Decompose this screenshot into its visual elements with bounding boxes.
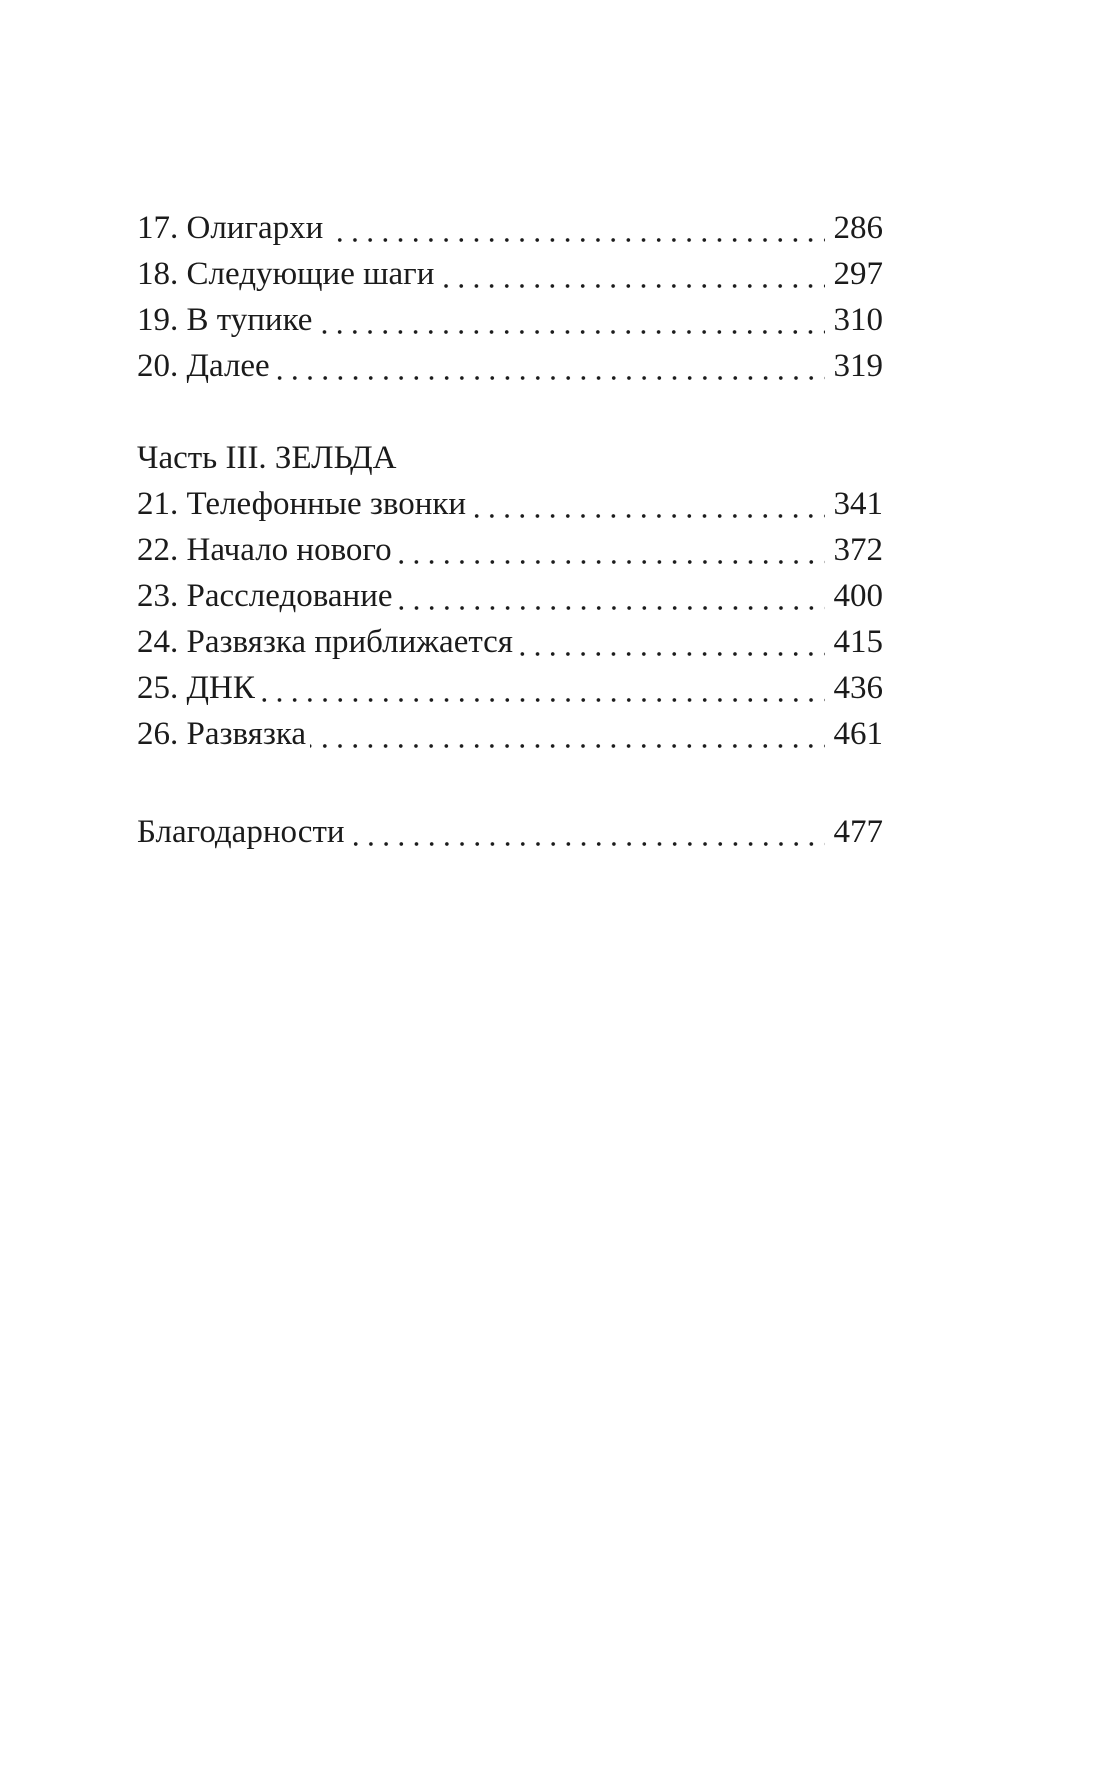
- toc-entry-page-number: 477: [833, 814, 883, 850]
- toc-entry-label: 23. Расследование: [137, 578, 393, 614]
- toc-entry-page-number: 286: [833, 210, 883, 246]
- dot-leader: [396, 527, 825, 573]
- toc-entry-label: 21. Телефонные звонки: [137, 486, 467, 522]
- toc-entry[interactable]: [137, 481, 883, 527]
- toc-entry[interactable]: [137, 809, 883, 855]
- toc-entry[interactable]: [137, 665, 883, 711]
- toc-entry[interactable]: [137, 297, 883, 343]
- toc-entry[interactable]: [137, 527, 883, 573]
- toc-entry-page-number: 319: [833, 348, 883, 384]
- dot-leader: [316, 297, 824, 343]
- toc-entry-label: 25. ДНК: [137, 670, 255, 706]
- toc-entry[interactable]: [137, 205, 883, 251]
- toc-section: [137, 205, 883, 389]
- dot-leader: [517, 619, 825, 665]
- toc-entry-page-number: 461: [833, 716, 883, 752]
- toc-entry-page-number: 436: [833, 670, 883, 706]
- toc-entry-page-number: 341: [833, 486, 883, 522]
- toc-entry-page-number: 372: [833, 532, 883, 568]
- dot-leader: [438, 251, 824, 297]
- toc-entry[interactable]: [137, 573, 883, 619]
- toc-entry[interactable]: [137, 343, 883, 389]
- toc-entry-label: 19. В тупике: [137, 302, 313, 338]
- toc-entry-label: 17. Олигархи: [137, 210, 324, 246]
- toc-entry-label: 20. Далее: [137, 348, 270, 384]
- table-of-contents: [137, 205, 883, 855]
- dot-leader: [259, 665, 825, 711]
- toc-entry[interactable]: [137, 711, 883, 757]
- toc-entry-label: 22. Начало нового: [137, 532, 392, 568]
- toc-entry-page-number: 415: [833, 624, 883, 660]
- dot-leader: [397, 573, 825, 619]
- toc-entry-page-number: 310: [833, 302, 883, 338]
- toc-section: [137, 435, 883, 757]
- toc-entry-label: Благодарности: [137, 814, 345, 850]
- toc-entry-label: 18. Следующие шаги: [137, 256, 435, 292]
- toc-section: [137, 809, 883, 855]
- dot-leader: [327, 205, 824, 251]
- toc-entry-label: 26. Развязка: [137, 716, 307, 752]
- dot-leader: [274, 343, 825, 389]
- dot-leader: [470, 481, 824, 527]
- part-heading: Часть III. ЗЕЛЬДА: [137, 440, 397, 476]
- toc-entry[interactable]: [137, 251, 883, 297]
- toc-entry[interactable]: [137, 619, 883, 665]
- toc-entry-label: 24. Развязка приближается: [137, 624, 513, 660]
- toc-entry-page-number: 297: [833, 256, 883, 292]
- toc-entry-page-number: 400: [833, 578, 883, 614]
- dot-leader: [310, 711, 824, 757]
- dot-leader: [349, 809, 825, 855]
